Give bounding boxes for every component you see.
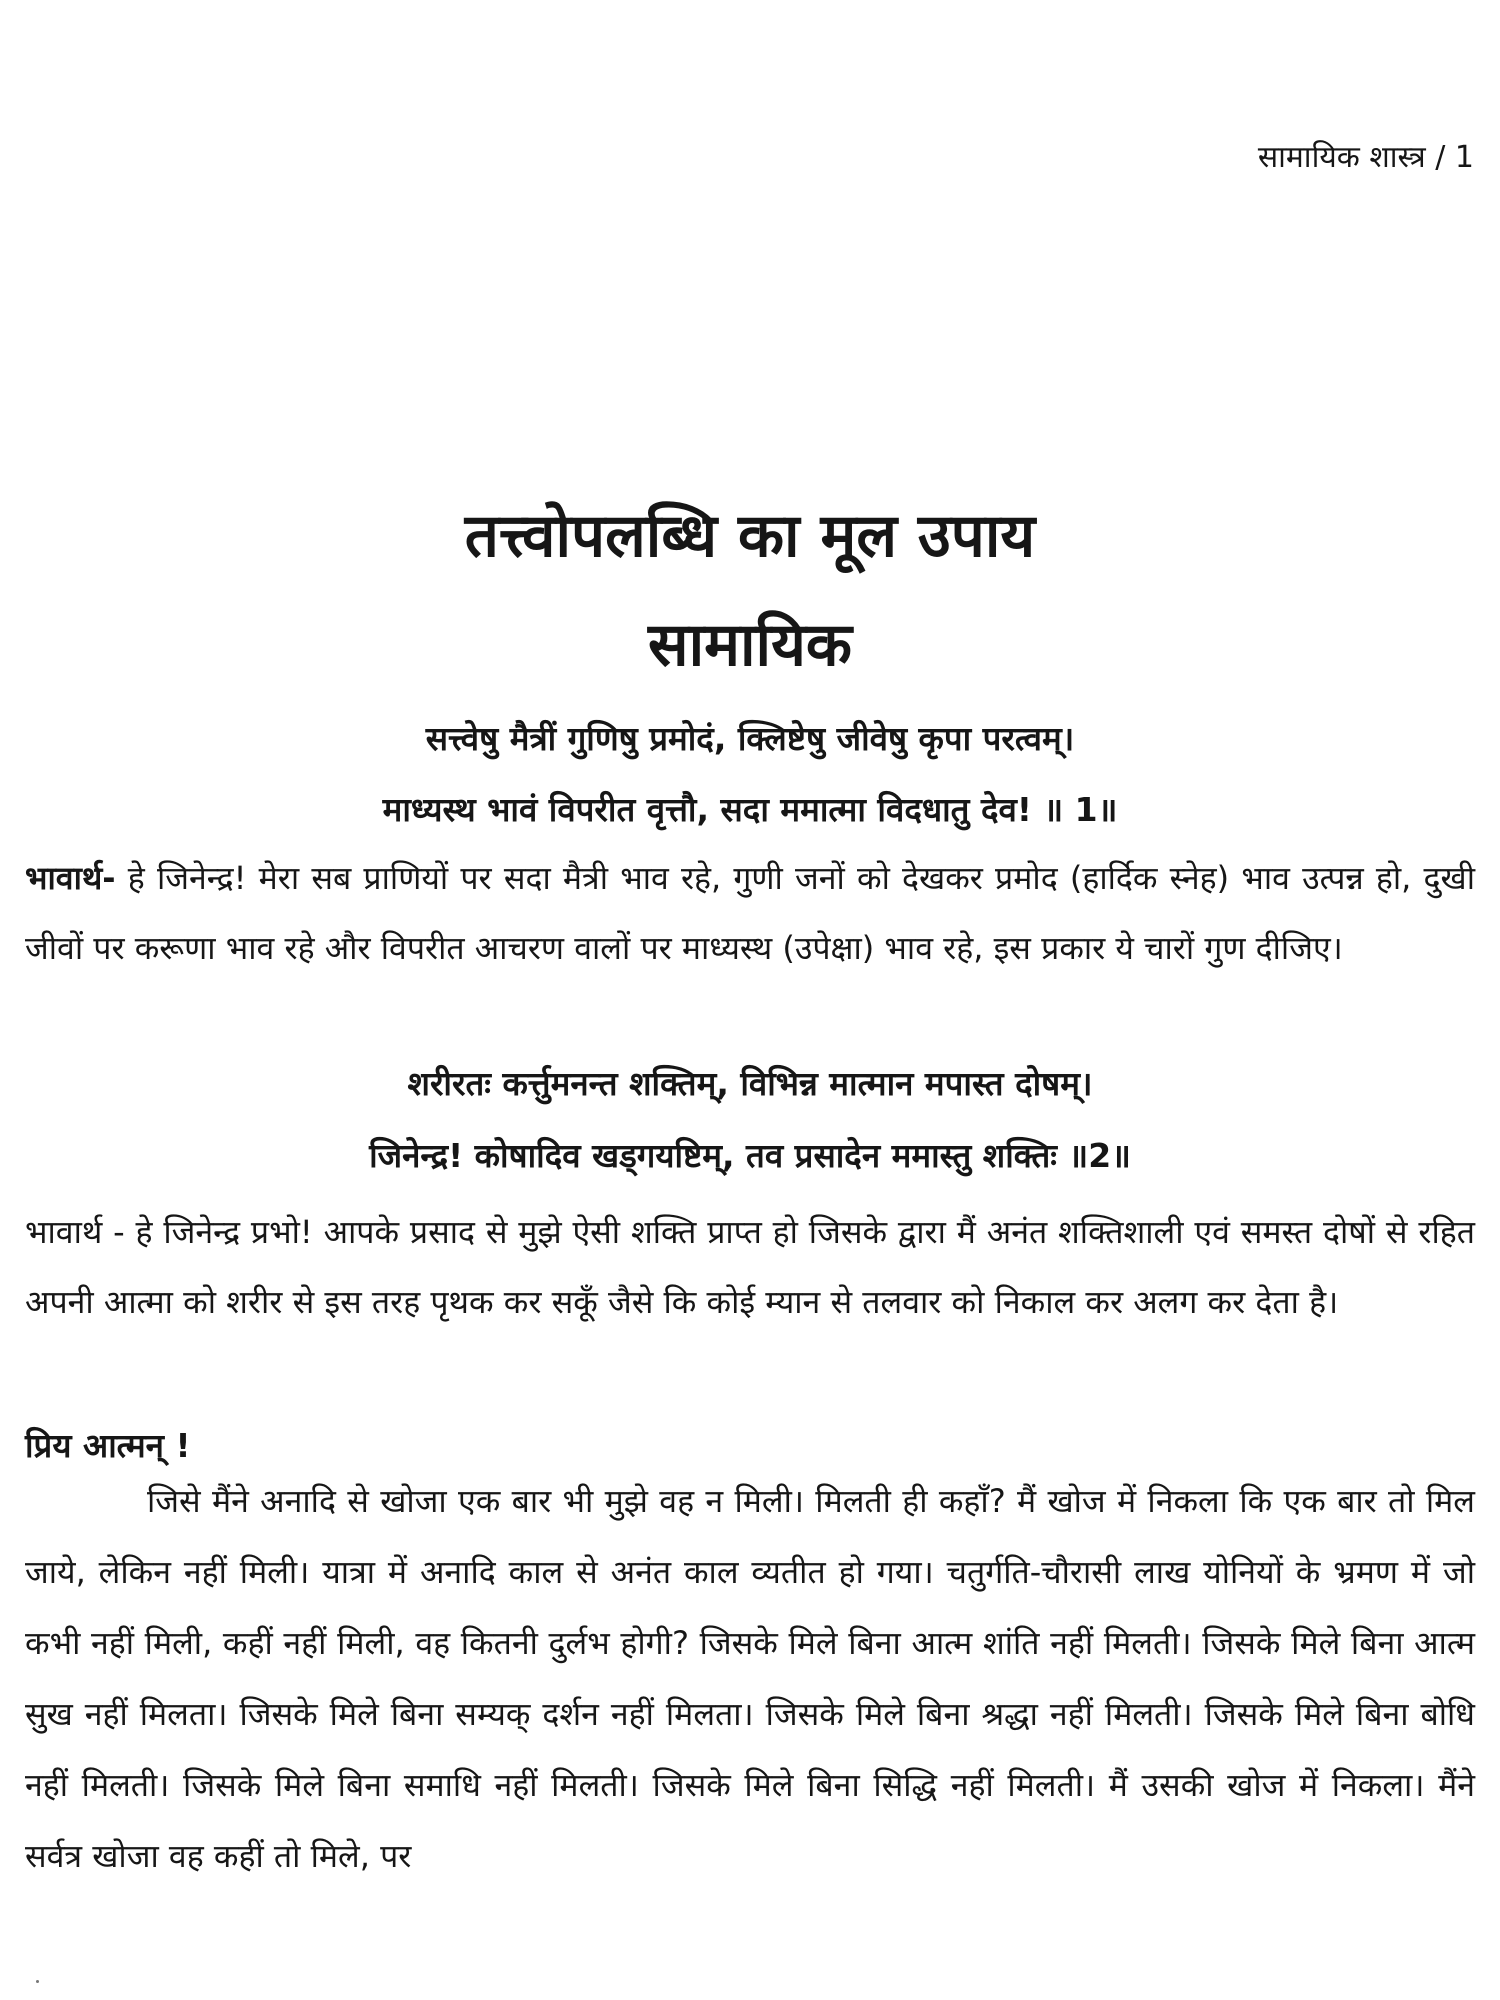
address-heading: प्रिय आत्मन् ! bbox=[25, 1426, 191, 1465]
chapter-title: तत्त्वोपलब्धि का मूल उपाय bbox=[464, 501, 1036, 571]
verse-2-line-1: शरीरतः कर्त्तुमनन्त शक्तिम्, विभिन्न मात्मान मपास्त दोषम्। bbox=[407, 1064, 1093, 1103]
verse-1-line-2: माध्यस्थ भावं विपरीत वृत्तौ, सदा ममात्मा विदधातु देव! ॥ 1॥ bbox=[382, 790, 1118, 829]
verse-1-line-1: सत्त्वेषु मैत्रीं गुणिषु प्रमोदं, क्लिष्टेषु जीवेषु कृपा परत्वम्। bbox=[425, 719, 1075, 758]
verse-2-line-2: जिनेन्द्र! कोषादिव खड्गयष्टिम्, तव प्रसादेन ममास्तु शक्तिः ॥2॥ bbox=[369, 1136, 1131, 1175]
body-paragraph: जिसे मैंने अनादि से खोजा एक बार भी मुझे वह न मिली। मिलती ही कहाँ? मैं खोज में निकला कि एक बार तो मिल जाये, लेकिन नहीं मिली। यात्रा में अनादि काल से अनंत काल व्यतीत हो गया। चतुर्गति-चौरासी लाख योनियों के भ्रमण में जो कभी नहीं मिली, कहीं नहीं मिली, वह कितनी दुर्लभ होगी? जिसके मिले बिना आत्म शांति नहीं मिलती। जिसके मिले बिना आत्म सुख नहीं मिलता। जिसके मिले बिना सम्यक् दर्शन नहीं मिलता। जिसके मिले बिना श्रद्धा नहीं मिलती। जिसके मिले बिना बोधि नहीं मिलती। जिसके मिले बिना समाधि नहीं मिलती। जिसके मिले बिना सिद्धि नहीं मिलती। मैं उसकी खोज में निकला। मैंने सर्वत्र खोजा वह कहीं तो मिले, पर bbox=[25, 1482, 1475, 1875]
meaning-2-paragraph: भावार्थ - हे जिनेन्द्र प्रभो! आपके प्रसाद से मुझे ऐसी शक्ति प्राप्त हो जिसके द्वारा मैं अनंत शक्तिशाली एवं समस्त दोषों से रहित अपनी आत्मा को शरीर से इस तरह पृथक कर सकूँ जैसे कि कोई म्यान से तलवार को निकाल कर अलग कर देता है। bbox=[25, 1213, 1475, 1321]
meaning-1-label: भावार्थ- bbox=[25, 859, 116, 897]
meaning-1-paragraph bbox=[25, 843, 1475, 983]
meaning-1-text: हे जिनेन्द्र! मेरा सब प्राणियों पर सदा मैत्री भाव रहे, गुणी जनों को देखकर प्रमोद (हार्दिक स्नेह) भाव उत्पन्न हो, दुखी जीवों पर करूणा भाव रहे और विपरीत आचरण वालों पर माध्यस्थ (उपेक्षा) भाव रहे, इस प्रकार ये चारों गुण दीजिए। bbox=[25, 859, 1475, 967]
scan-speck bbox=[36, 1980, 39, 1983]
running-header: सामायिक शास्त्र / 1 bbox=[1257, 140, 1474, 175]
chapter-subtitle: सामायिक bbox=[648, 610, 852, 680]
